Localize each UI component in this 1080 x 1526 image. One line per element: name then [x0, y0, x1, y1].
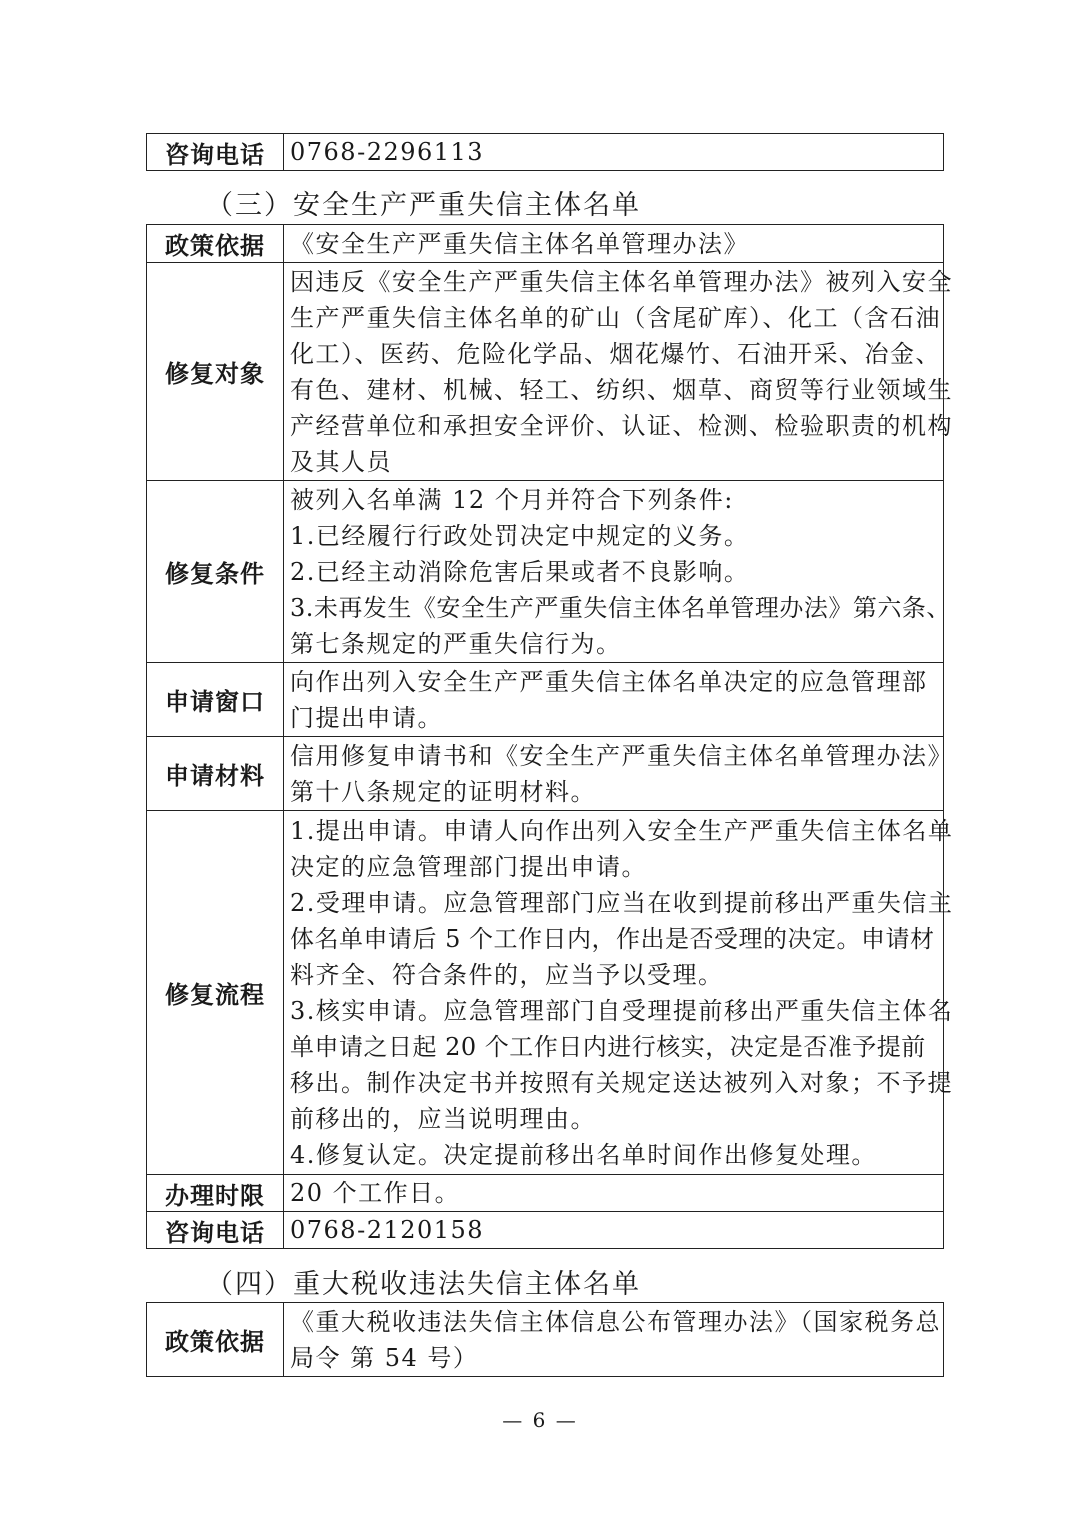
text-line: 被列入名单满 12 个月并符合下列条件: [290, 485, 734, 514]
condition-value [284, 481, 951, 663]
table-row [147, 1212, 944, 1249]
table-row [147, 225, 944, 263]
row-label-time-limit: 办理时限 [147, 1175, 284, 1212]
row-label-window: 申请窗口 [147, 663, 284, 737]
table-row [147, 134, 944, 171]
text-line: 及其人员 [290, 447, 392, 476]
table-row [147, 263, 944, 481]
row-label-contact: 咨询电话 [147, 1212, 284, 1249]
text-line: 《重大税收违法失信主体信息公布管理办法》（国家税务总 [290, 1307, 941, 1336]
contact-table-top [146, 133, 944, 171]
table-row [147, 1303, 944, 1377]
row-label-process: 修复流程 [147, 811, 284, 1175]
text-line: 前移出的，应当说明理由。 [290, 1104, 596, 1133]
text-line: 有色、建材、机械、轻工、纺织、烟草、商贸等行业领域生 [290, 375, 953, 404]
text-line: 因违反《安全生产严重失信主体名单管理办法》被列入安全 [290, 267, 953, 296]
window-value [284, 663, 944, 737]
table-row [147, 811, 944, 1175]
policy-value: 《安全生产严重失信主体名单管理办法》 [284, 225, 944, 263]
row-label-policy: 政策依据 [147, 225, 284, 263]
text-line: 移出。制作决定书并按照有关规定送达被列入对象；不予提 [290, 1068, 953, 1097]
target-value [284, 263, 953, 481]
row-label-policy: 政策依据 [147, 1303, 284, 1377]
row-label-condition: 修复条件 [147, 481, 284, 663]
section3-table [146, 224, 954, 1249]
materials-value [284, 737, 953, 811]
text-line: 3.未再发生《安全生产严重失信主体名单管理办法》第六条、 [290, 593, 951, 622]
text-line: 料齐全、符合条件的，应当予以受理。 [290, 960, 724, 989]
text-line: 向作出列入安全生产严重失信主体名单决定的应急管理部 [290, 667, 928, 696]
time-limit-value: 20 个工作日。 [284, 1175, 944, 1212]
table-row [147, 737, 944, 811]
text-line: 第十八条规定的证明材料。 [290, 777, 596, 806]
text-line: 3.核实申请。应急管理部门自受理提前移出严重失信主体名 [290, 996, 954, 1025]
table-row [147, 663, 944, 737]
table-row [147, 1175, 944, 1212]
text-line: 2.已经主动消除危害后果或者不良影响。 [290, 557, 750, 586]
row-label-contact: 咨询电话 [147, 134, 284, 171]
text-line: 化工）、医药、危险化学品、烟花爆竹、石油开采、冶金、 [290, 339, 941, 368]
text-line: 第七条规定的严重失信行为。 [290, 629, 622, 658]
text-line: 局令 第 54 号） [290, 1343, 479, 1372]
contact-phone-value: 0768-2296113 [284, 134, 944, 171]
text-line: 产经营单位和承担安全评价、认证、检测、检验职责的机构 [290, 411, 953, 440]
text-line: 2.受理申请。应急管理部门应当在收到提前移出严重失信主 [290, 888, 954, 917]
contact-phone-value: 0768-2120158 [284, 1212, 944, 1249]
text-line: 决定的应急管理部门提出申请。 [290, 852, 647, 881]
process-value [284, 811, 954, 1175]
section3-heading: （三）安全生产严重失信主体名单 [206, 190, 641, 221]
text-line: 单申请之日起 20 个工作日内进行核实，决定是否准予提前 [290, 1032, 926, 1061]
text-line: 4.修复认定。决定提前移出名单时间作出修复处理。 [290, 1140, 877, 1169]
policy-value [284, 1303, 944, 1377]
text-line: 1.提出申请。申请人向作出列入安全生产严重失信主体名单 [290, 816, 954, 845]
text-line: 1.已经履行行政处罚决定中规定的义务。 [290, 521, 750, 550]
text-line: 信用修复申请书和《安全生产严重失信主体名单管理办法》 [290, 741, 953, 770]
row-label-target: 修复对象 [147, 263, 284, 481]
text-line: 门提出申请。 [290, 703, 443, 732]
section4-table [146, 1302, 944, 1377]
section4-heading: （四）重大税收违法失信主体名单 [206, 1269, 641, 1300]
text-line: 生产严重失信主体名单的矿山（含尾矿库）、化工（含石油 [290, 303, 941, 332]
page-number: — 6 — [502, 1408, 578, 1432]
row-label-materials: 申请材料 [147, 737, 284, 811]
table-row [147, 481, 944, 663]
text-line: 体名单申请后 5 个工作日内，作出是否受理的决定。申请材 [290, 924, 935, 953]
